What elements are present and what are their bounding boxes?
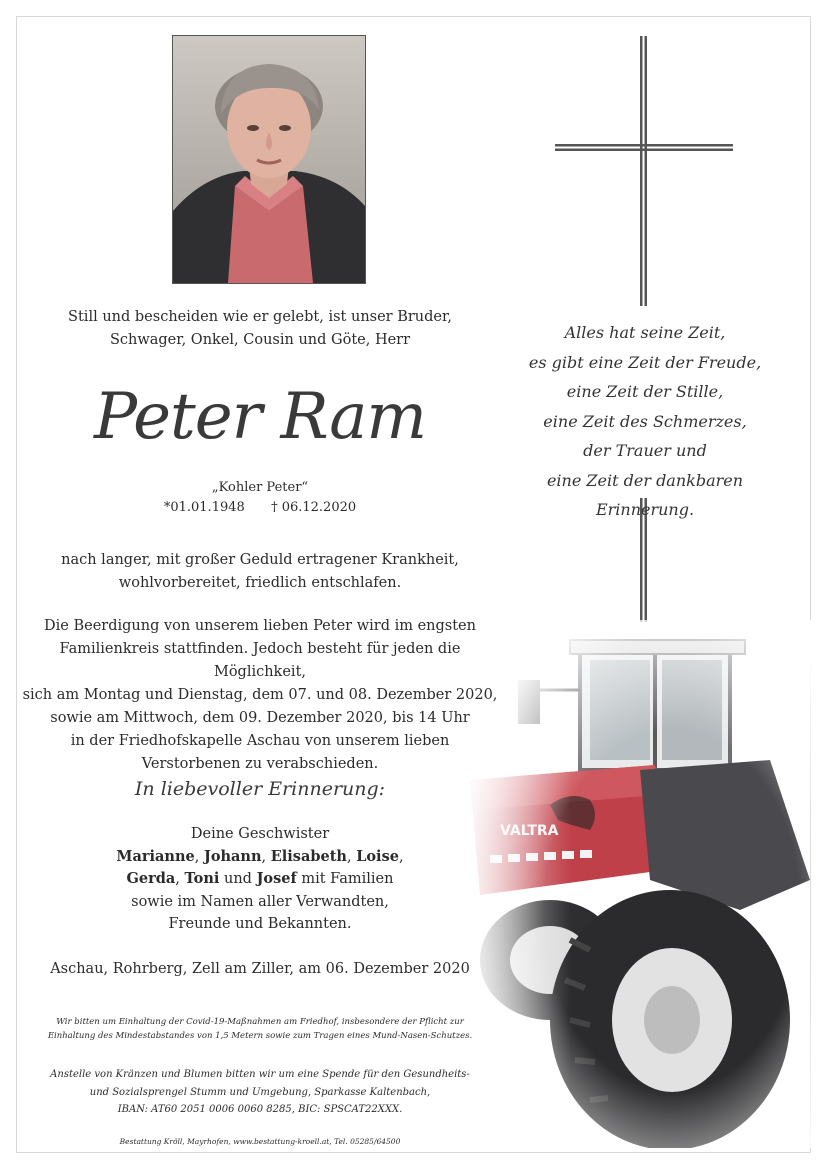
deceased-photo bbox=[172, 35, 366, 284]
family-row-2 bbox=[60, 868, 460, 891]
separator: mit Familien bbox=[296, 871, 394, 887]
death-date: † 06.12.2020 bbox=[271, 500, 357, 515]
funeral-home-footer: Bestattung Kröll, Mayrhofen, www.bestattung-kroell.at, Tel. 05285/64500 bbox=[119, 1137, 401, 1146]
cross-horizontal bbox=[555, 144, 733, 152]
donation-note bbox=[20, 1066, 500, 1119]
separator: , bbox=[175, 871, 185, 887]
nickname: „Kohler Peter“ bbox=[211, 480, 309, 495]
covid-note bbox=[40, 1015, 480, 1043]
funeral-line: sich am Montag und Dienstag, dem 07. und 08. Dezember 2020, bbox=[22, 687, 498, 703]
separator: , bbox=[346, 848, 357, 865]
separator: , bbox=[261, 848, 271, 865]
covid-line-2: Einhaltung des Mindestabstandes von 1,5 Metern sowie zum Tragen eines Mund-Nasen-Schutzes. bbox=[47, 1031, 473, 1041]
life-dates bbox=[60, 498, 460, 518]
family-row-1 bbox=[60, 846, 460, 869]
quote-line: Alles hat seine Zeit, bbox=[564, 323, 726, 342]
family-line-4: Freunde und Bekannten. bbox=[168, 916, 352, 932]
funeral-line: sowie am Mittwoch, dem 09. Dezember 2020, bis 14 Uhr bbox=[50, 710, 470, 726]
intro-line-1: Still und bescheiden wie er gelebt, ist unser Bruder, bbox=[68, 309, 452, 325]
funeral-line: in der Friedhofskapelle Aschau von unserem lieben bbox=[70, 733, 450, 749]
funeral-line: Verstorbenen zu verabschieden. bbox=[141, 756, 379, 772]
deceased-name: Peter Ram bbox=[93, 380, 427, 454]
cross-vertical-top bbox=[640, 36, 648, 306]
separator: , bbox=[194, 848, 204, 865]
birth-date: *01.01.1948 bbox=[163, 500, 245, 515]
sibling-name: Toni bbox=[184, 870, 220, 887]
quote-line: eine Zeit des Schmerzes, bbox=[543, 411, 747, 431]
quote-line: eine Zeit der Stille, bbox=[566, 382, 724, 401]
family-list bbox=[60, 823, 460, 936]
sibling-name: Loise bbox=[356, 847, 399, 865]
quote-line: eine Zeit der dankbaren Erinnerung. bbox=[546, 470, 744, 519]
death-notice-line: nach langer, mit großer Geduld ertragener Krankheit, bbox=[61, 552, 459, 568]
quote-line: der Trauer und bbox=[583, 441, 707, 460]
donation-line-3: IBAN: AT60 2051 0006 0060 8285, BIC: SPSCAT22XXX. bbox=[117, 1104, 403, 1115]
sibling-name: Marianne bbox=[116, 847, 195, 865]
funeral-info bbox=[20, 615, 500, 776]
intro-text bbox=[60, 306, 460, 352]
sibling-name: Josef bbox=[256, 870, 297, 887]
death-notice bbox=[40, 549, 480, 595]
covid-line-1: Wir bitten um Einhaltung der Covid-19-Maßnahmen am Friedhof, insbesondere der Pflicht zur bbox=[56, 1017, 464, 1027]
memory-heading: In liebevoller Erinnerung: bbox=[134, 778, 386, 800]
family-heading: Deine Geschwister bbox=[190, 826, 330, 842]
quote-line: es gibt eine Zeit der Freude, bbox=[528, 352, 762, 372]
family-line-3: sowie im Namen aller Verwandten, bbox=[131, 893, 389, 910]
funeral-line: Familienkreis stattfinden. Jedoch besteht für jeden die Möglichkeit, bbox=[59, 641, 461, 680]
sibling-name: Elisabeth bbox=[270, 847, 347, 865]
separator: , bbox=[398, 848, 404, 865]
place-date: Aschau, Rohrberg, Zell am Ziller, am 06. Dezember 2020 bbox=[50, 961, 470, 977]
donation-line-2: und Sozialsprengel Stumm und Umgebung, Sparkasse Kaltenbach, bbox=[89, 1086, 431, 1098]
donation-line-1: Anstelle von Kränzen und Blumen bitten wir um eine Spende für den Gesundheits- bbox=[50, 1069, 470, 1080]
funeral-line: Die Beerdigung von unserem lieben Peter wird im engsten bbox=[44, 618, 476, 634]
separator: und bbox=[219, 871, 257, 887]
intro-line-2: Schwager, Onkel, Cousin und Göte, Herr bbox=[109, 332, 411, 348]
memorial-quote bbox=[505, 318, 785, 525]
sibling-name: Gerda bbox=[126, 870, 176, 887]
death-notice-line: wohlvorbereitet, friedlich entschlafen. bbox=[118, 575, 402, 591]
sibling-name: Johann bbox=[203, 847, 262, 865]
